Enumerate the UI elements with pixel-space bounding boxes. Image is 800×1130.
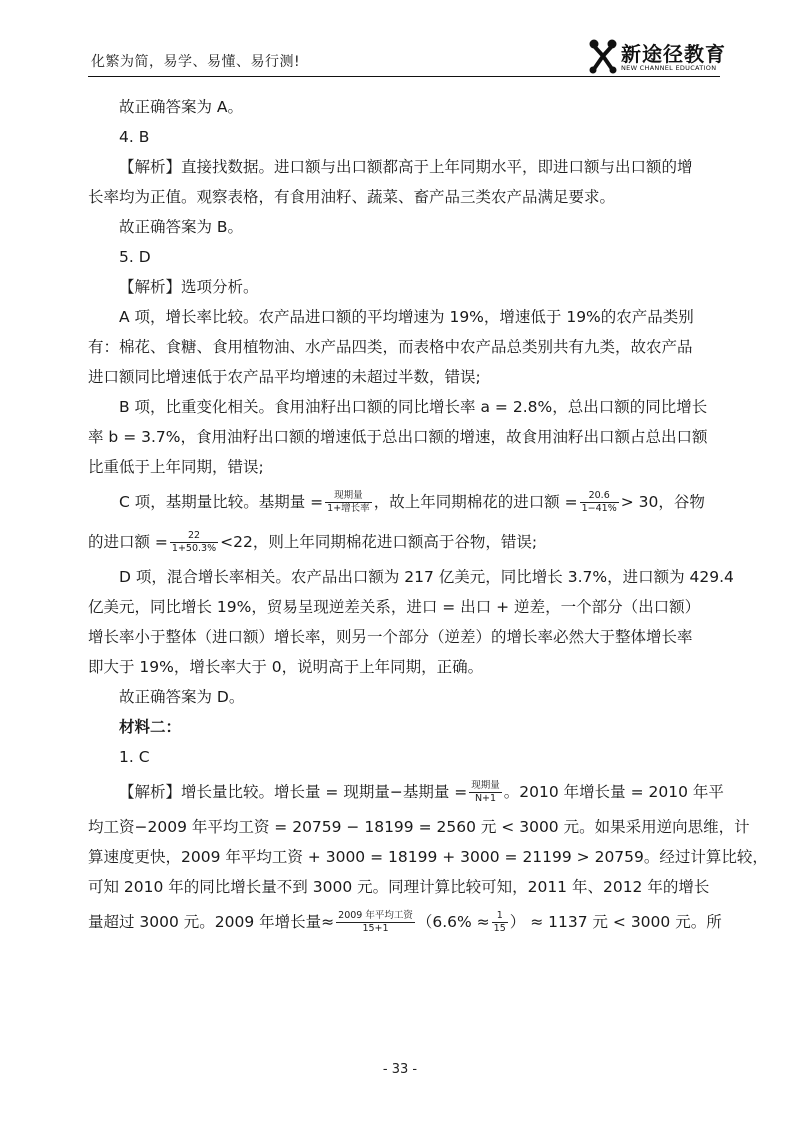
fraction-numerator: 2009 年平均工资 bbox=[338, 910, 413, 921]
text-segment: ） ≈ 1137 元 < 3000 元。所 bbox=[509, 913, 722, 931]
text-segment: （6.6% ≈ bbox=[416, 913, 490, 931]
logo-subtext: NEW CHANNEL EDUCATION bbox=[621, 64, 717, 72]
text-line: 比重低于上年同期，错误; bbox=[88, 458, 264, 476]
fraction-numerator: 现期量 bbox=[325, 490, 372, 503]
text-segment: ，故上年同期棉花的进口额 = bbox=[373, 493, 578, 511]
fraction bbox=[469, 780, 502, 805]
fraction bbox=[492, 910, 508, 935]
page-body bbox=[88, 92, 768, 942]
brand-logo bbox=[588, 38, 728, 78]
text-line: 进口额同比增速低于农产品平均增速的未超过半数，错误; bbox=[88, 368, 481, 386]
formula-line bbox=[88, 902, 722, 942]
fraction-denominator: N+1 bbox=[474, 793, 497, 804]
formula-line bbox=[88, 522, 722, 562]
fraction-numerator: 1 bbox=[492, 910, 508, 923]
text-line: 率 b = 3.7%，食用油籽出口额的增速低于总出口额的增速，故食用油籽出口额占总出口额 bbox=[88, 428, 708, 446]
text-line: 增长率小于整体（进口额）增长率，则另一个部分（逆差）的增长率必然大于整体增长率 bbox=[88, 628, 693, 646]
text-line: 算速度更快，2009 年平均工资 + 3000 = 18199 + 3000 = 21199 > 20759。经过计算比较， bbox=[88, 848, 768, 866]
formula-line bbox=[88, 772, 722, 812]
fraction-numerator: 现期量 bbox=[471, 780, 500, 791]
question-answer: 1. C bbox=[119, 748, 150, 766]
text-line: 故正确答案为 D。 bbox=[119, 688, 245, 706]
page-number: - 33 - bbox=[382, 1062, 418, 1077]
text-segment: 的进口额 = bbox=[88, 533, 168, 551]
fraction-denominator: 15 bbox=[493, 923, 506, 934]
fraction bbox=[325, 490, 372, 515]
fraction bbox=[580, 490, 619, 515]
fraction bbox=[336, 910, 415, 935]
fraction-numerator: 22 bbox=[170, 530, 218, 543]
text-line: A 项，增长率比较。农产品进口额的平均增速为 19%，增速低于 19%的农产品类别 bbox=[119, 308, 694, 326]
header-slogan: 化繁为简，易学、易懂、易行测! bbox=[91, 54, 301, 70]
text-segment: > 30，谷物 bbox=[620, 493, 705, 511]
text-line: 故正确答案为 B。 bbox=[119, 218, 244, 236]
text-line: 可知 2010 年的同比增长量不到 3000 元。同理计算比较可知，2011 年、2012 年的增长 bbox=[88, 878, 710, 896]
fraction-denominator: 1+50.3% bbox=[171, 543, 217, 554]
logo-text: 新途径教育 bbox=[621, 42, 726, 66]
fraction-denominator: 1+增长率 bbox=[327, 503, 370, 514]
section-heading: 材料二： bbox=[119, 718, 182, 736]
header-divider bbox=[88, 76, 720, 77]
text-segment: 。2010 年增长量 = 2010 年平 bbox=[503, 783, 724, 801]
text-line: 有：棉花、食糖、食用植物油、水产品四类，而表格中农产品总类别共有九类，故农产品 bbox=[88, 338, 693, 356]
text-segment: 量超过 3000 元。2009 年增长量≈ bbox=[88, 913, 335, 931]
text-line: 即大于 19%，增长率大于 0，说明高于上年同期，正确。 bbox=[88, 658, 484, 676]
text-segment: <22，则上年同期棉花进口额高于谷物，错误; bbox=[220, 533, 538, 551]
question-answer: 5. D bbox=[119, 248, 151, 266]
logo-x-icon bbox=[588, 38, 618, 74]
text-line: D 项，混合增长率相关。农产品出口额为 217 亿美元，同比增长 3.7%，进口额为 429.4 bbox=[119, 568, 734, 586]
question-answer: 4. B bbox=[119, 128, 150, 146]
text-segment: C 项，基期量比较。基期量 = bbox=[119, 493, 324, 511]
text-line: B 项，比重变化相关。食用油籽出口额的同比增长率 a = 2.8%，总出口额的同比增长 bbox=[119, 398, 708, 416]
fraction bbox=[170, 530, 218, 555]
text-line: 【解析】选项分析。 bbox=[119, 278, 259, 296]
text-line: 亿美元，同比增长 19%，贸易呈现逆差关系，进口 = 出口 + 逆差，一个部分（出口额） bbox=[88, 598, 701, 616]
text-segment: 【解析】增长量比较。增长量 = 现期量−基期量 = bbox=[119, 783, 468, 801]
text-line: 长率均为正值。观察表格，有食用油籽、蔬菜、畜产品三类农产品满足要求。 bbox=[88, 188, 616, 206]
fraction-denominator: 15+1 bbox=[362, 923, 389, 934]
text-line: 【解析】直接找数据。进口额与出口额都高于上年同期水平，即进口额与出口额的增 bbox=[119, 158, 693, 176]
text-line: 故正确答案为 A。 bbox=[119, 98, 244, 116]
fraction-numerator: 20.6 bbox=[580, 490, 619, 503]
text-line: 均工资−2009 年平均工资 = 20759 − 18199 = 2560 元 < 3000 元。如果采用逆向思维，计 bbox=[88, 818, 750, 836]
formula-line bbox=[88, 482, 722, 522]
page-header bbox=[0, 0, 800, 80]
fraction-denominator: 1−41% bbox=[581, 503, 617, 514]
